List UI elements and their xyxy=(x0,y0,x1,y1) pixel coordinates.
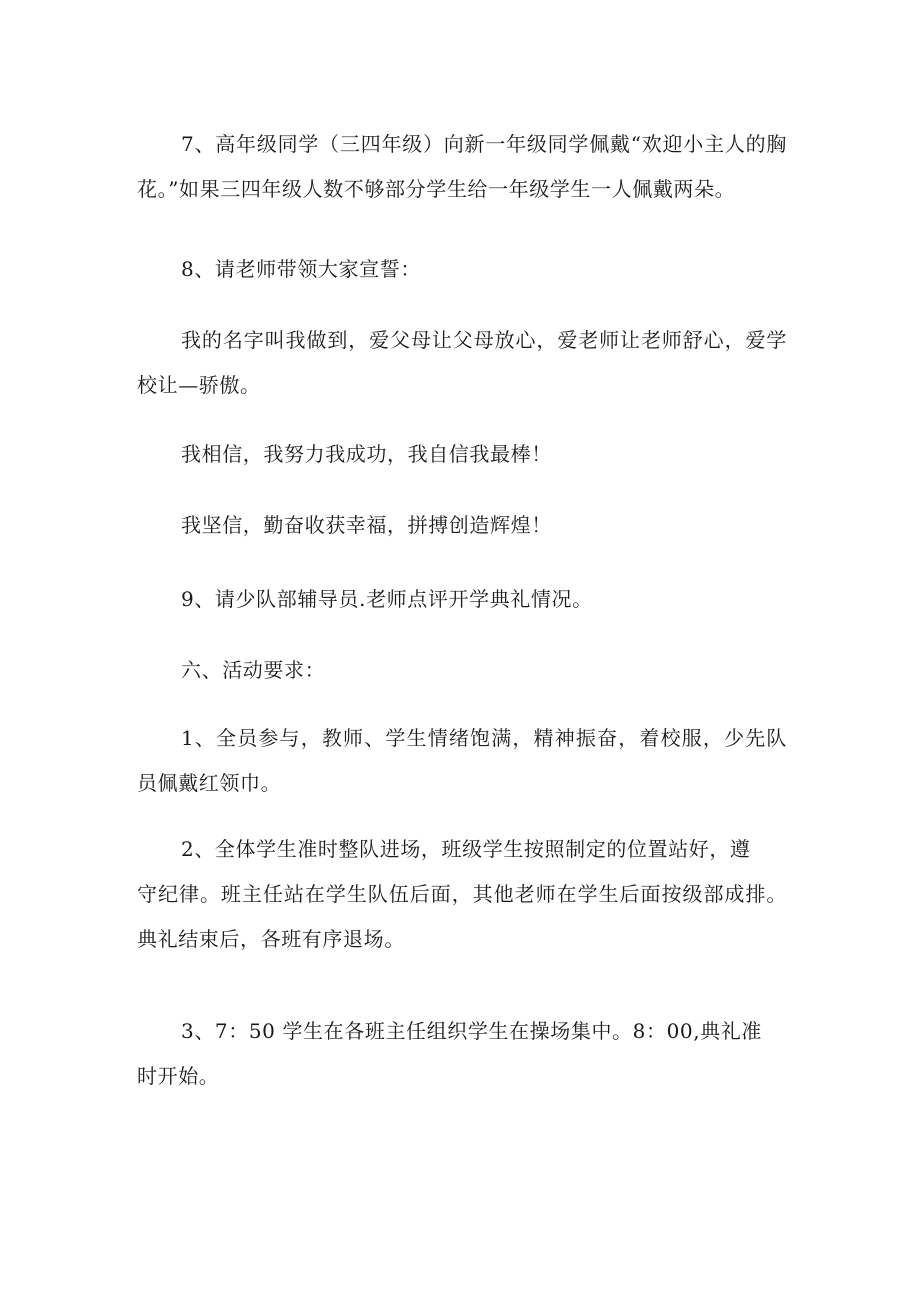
section-heading-requirements: 六、活动要求： xyxy=(181,658,326,682)
paragraph-item-9-review: 9、请少队部辅导员.老师点评开学典礼情况。 xyxy=(181,587,593,611)
paragraph-oath-line-2: 我相信，我努力我成功，我自信我最棒！ xyxy=(181,442,552,466)
requirement-item-2: 2、全体学生准时整队进场，班级学生按照制定的位置站好，遵 守纪律。班主任站在学生队伍后面，其他老师在学生后面按级部成排。典礼结束后，各班有序退场。 xyxy=(137,837,787,951)
requirement-item-1: 1、全员参与，教师、学生情绪饱满，精神振奋，着校服，少先队员佩戴红领巾。 xyxy=(137,726,787,795)
paragraph-item-7-badges: 7、高年级同学（三四年级）向新一年级同学佩戴“欢迎小主人的胸花。”如果三四年级人数不够部分学生给一年级学生一人佩戴两朵。 xyxy=(137,132,787,201)
paragraph-oath-line-3: 我坚信，勤奋收获幸福，拼搏创造辉煌！ xyxy=(181,513,552,537)
paragraph-item-8-oath-intro: 8、请老师带领大家宣誓： xyxy=(181,257,421,281)
paragraph-oath-line-1: 我的名字叫我做到，爱父母让父母放心，爱老师让老师舒心，爱学校让—骄傲。 xyxy=(137,328,787,397)
requirement-item-3: 3、7：50 学生在各班主任组织学生在操场集中。8：00,典礼准 时开始。 xyxy=(137,1019,762,1088)
